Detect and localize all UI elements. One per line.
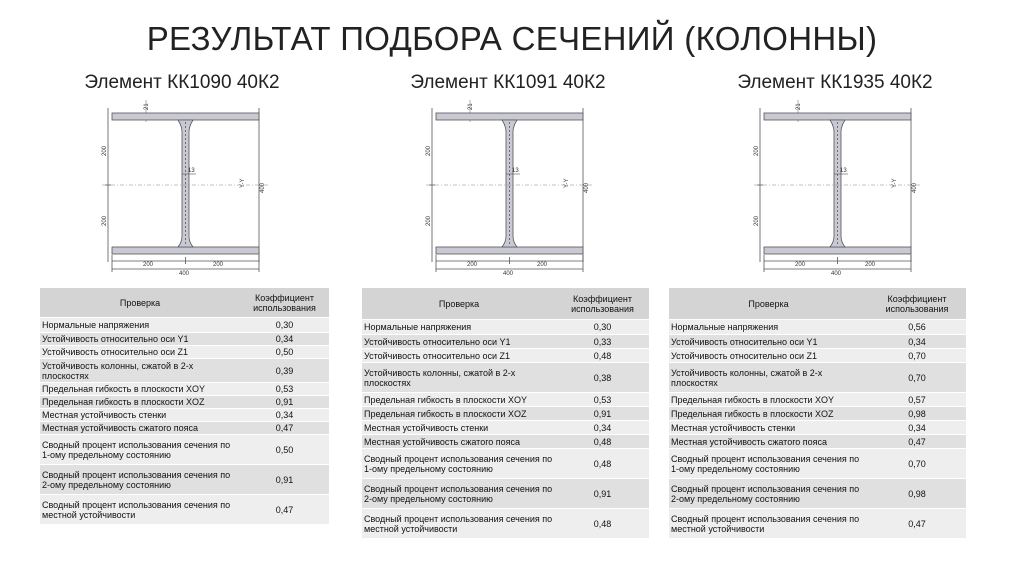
table-row xyxy=(362,335,649,349)
check-coefficient: 0,33 xyxy=(556,335,649,349)
check-coefficient: 0,39 xyxy=(240,359,329,383)
flange-thickness-label: 21 xyxy=(468,103,474,110)
table-row xyxy=(40,409,329,422)
check-name: Предельная гибкость в плоскости XOY xyxy=(669,393,868,407)
check-coefficient: 0,50 xyxy=(240,435,329,465)
check-coefficient: 0,48 xyxy=(556,349,649,363)
check-name: Устойчивость относительно оси Y1 xyxy=(40,333,240,346)
table-row xyxy=(40,359,329,383)
check-coefficient: 0,57 xyxy=(868,393,966,407)
table-row xyxy=(40,465,329,495)
table-row xyxy=(40,422,329,435)
element-2-check-table xyxy=(362,287,649,539)
table-header-row xyxy=(362,288,649,320)
check-name: Сводный процент использования сечения по местной устойчивости xyxy=(40,495,240,525)
check-name: Предельная гибкость в плоскости XOY xyxy=(362,393,556,407)
check-name: Местная устойчивость сжатого пояса xyxy=(40,422,240,435)
check-name: Предельная гибкость в плоскости XOZ xyxy=(362,407,556,421)
check-name: Устойчивость колонны, сжатой в 2-х плоскостях xyxy=(40,359,240,383)
check-name: Устойчивость относительно оси Z1 xyxy=(669,349,868,363)
check-name: Местная устойчивость стенки xyxy=(40,409,240,422)
total-height-label: 400 xyxy=(260,182,266,193)
table-row xyxy=(40,346,329,359)
table-header-row xyxy=(669,288,966,320)
check-coefficient: 0,50 xyxy=(240,346,329,359)
check-coefficient: 0,38 xyxy=(556,363,649,393)
page-title: РЕЗУЛЬТАТ ПОДБОРА СЕЧЕНИЙ (КОЛОННЫ) xyxy=(146,20,878,57)
check-coefficient: 0,70 xyxy=(868,449,966,479)
check-name: Местная устойчивость стенки xyxy=(669,421,868,435)
check-name: Устойчивость относительно оси Y1 xyxy=(362,335,556,349)
element-1-title: Элемент КК1090 40К2 xyxy=(84,72,280,93)
check-coefficient: 0,47 xyxy=(240,495,329,525)
element-1-section-drawing xyxy=(98,98,278,278)
check-coefficient: 0,34 xyxy=(868,421,966,435)
check-coefficient: 0,47 xyxy=(240,422,329,435)
table-row xyxy=(362,320,649,335)
table-row xyxy=(362,421,649,435)
table-row xyxy=(669,320,966,335)
coefficient-column-header: Коэффициент использования xyxy=(556,288,649,320)
check-name: Местная устойчивость сжатого пояса xyxy=(669,435,868,449)
left-half-width-label: 200 xyxy=(795,262,806,268)
table-row xyxy=(669,363,966,393)
total-height-label: 400 xyxy=(912,182,918,193)
table-row xyxy=(669,421,966,435)
check-coefficient: 0,47 xyxy=(868,509,966,539)
table-row xyxy=(40,333,329,346)
check-name: Сводный процент использования сечения по 2-ому предельному состоянию xyxy=(669,479,868,509)
right-half-width-label: 200 xyxy=(865,262,876,268)
check-coefficient: 0,91 xyxy=(556,407,649,421)
check-name: Устойчивость колонны, сжатой в 2-х плоскостях xyxy=(362,363,556,393)
check-name: Устойчивость относительно оси Z1 xyxy=(40,346,240,359)
table-row xyxy=(669,393,966,407)
lower-height-label: 200 xyxy=(102,215,108,226)
check-column-header: Проверка xyxy=(40,288,240,318)
table-row xyxy=(669,449,966,479)
web-thickness-label: 13 xyxy=(840,168,847,174)
check-coefficient: 0,47 xyxy=(868,435,966,449)
table-row xyxy=(669,479,966,509)
check-name: Сводный процент использования сечения по 1-ому предельному состоянию xyxy=(669,449,868,479)
right-half-width-label: 200 xyxy=(537,262,548,268)
check-coefficient: 0,91 xyxy=(240,396,329,409)
check-name: Устойчивость относительно оси Y1 xyxy=(669,335,868,349)
left-half-width-label: 200 xyxy=(143,262,154,268)
top-flange xyxy=(436,113,583,120)
total-height-label: 400 xyxy=(584,182,590,193)
table-row xyxy=(40,383,329,396)
web-thickness-label: 13 xyxy=(188,168,195,174)
check-coefficient: 0,56 xyxy=(868,320,966,335)
top-flange xyxy=(764,113,911,120)
table-row xyxy=(362,407,649,421)
check-name: Нормальные напряжения xyxy=(669,320,868,335)
check-coefficient: 0,48 xyxy=(556,509,649,539)
check-name: Сводный процент использования сечения по 1-ому предельному состоянию xyxy=(40,435,240,465)
check-column-header: Проверка xyxy=(669,288,868,320)
table-row xyxy=(362,349,649,363)
table-row xyxy=(669,335,966,349)
table-row xyxy=(40,396,329,409)
bottom-flange xyxy=(112,247,259,254)
check-column-header: Проверка xyxy=(362,288,556,320)
check-coefficient: 0,70 xyxy=(868,363,966,393)
check-coefficient: 0,91 xyxy=(556,479,649,509)
right-half-width-label: 200 xyxy=(213,262,224,268)
element-3-title: Элемент КК1935 40К2 xyxy=(737,72,933,93)
upper-height-label: 200 xyxy=(754,145,760,156)
table-row xyxy=(669,509,966,539)
table-row xyxy=(669,407,966,421)
web-thickness-label: 13 xyxy=(512,168,519,174)
check-coefficient: 0,34 xyxy=(240,333,329,346)
total-width-label: 400 xyxy=(503,271,514,277)
check-coefficient: 0,48 xyxy=(556,449,649,479)
check-coefficient: 0,53 xyxy=(556,393,649,407)
check-name: Предельная гибкость в плоскости XOY xyxy=(40,383,240,396)
check-coefficient: 0,30 xyxy=(240,318,329,333)
check-coefficient: 0,98 xyxy=(868,407,966,421)
coefficient-column-header: Коэффициент использования xyxy=(240,288,329,318)
table-row xyxy=(669,349,966,363)
left-half-width-label: 200 xyxy=(467,262,478,268)
table-row xyxy=(362,449,649,479)
total-width-label: 400 xyxy=(179,271,190,277)
check-coefficient: 0,34 xyxy=(868,335,966,349)
table-row xyxy=(362,509,649,539)
check-name: Сводный процент использования сечения по 1-ому предельному состоянию xyxy=(362,449,556,479)
table-row xyxy=(362,393,649,407)
table-row xyxy=(362,363,649,393)
total-width-label: 400 xyxy=(831,271,842,277)
lower-height-label: 200 xyxy=(754,215,760,226)
upper-height-label: 200 xyxy=(102,145,108,156)
check-coefficient: 0,98 xyxy=(868,479,966,509)
check-coefficient: 0,91 xyxy=(240,465,329,495)
check-name: Сводный процент использования сечения по 2-ому предельному состоянию xyxy=(40,465,240,495)
flange-thickness-label: 21 xyxy=(796,103,802,110)
check-coefficient: 0,34 xyxy=(240,409,329,422)
bottom-flange xyxy=(436,247,583,254)
axis-label: Y-Y xyxy=(892,178,898,188)
check-name: Устойчивость колонны, сжатой в 2-х плоскостях xyxy=(669,363,868,393)
top-flange xyxy=(112,113,259,120)
element-3-section-drawing xyxy=(750,98,930,278)
check-name: Нормальные напряжения xyxy=(362,320,556,335)
table-row xyxy=(40,318,329,333)
element-1-check-table xyxy=(40,287,329,525)
check-coefficient: 0,34 xyxy=(556,421,649,435)
flange-thickness-label: 21 xyxy=(144,103,150,110)
element-2-section-drawing xyxy=(422,98,602,278)
check-coefficient: 0,48 xyxy=(556,435,649,449)
check-name: Предельная гибкость в плоскости XOZ xyxy=(40,396,240,409)
axis-label: Y-Y xyxy=(240,178,246,188)
element-2-title: Элемент КК1091 40К2 xyxy=(410,72,606,93)
check-coefficient: 0,70 xyxy=(868,349,966,363)
table-row xyxy=(40,495,329,525)
bottom-flange xyxy=(764,247,911,254)
check-name: Сводный процент использования сечения по 2-ому предельному состоянию xyxy=(362,479,556,509)
axis-label: Y-Y xyxy=(564,178,570,188)
table-row xyxy=(40,435,329,465)
check-name: Устойчивость относительно оси Z1 xyxy=(362,349,556,363)
table-row xyxy=(362,435,649,449)
check-name: Сводный процент использования сечения по местной устойчивости xyxy=(362,509,556,539)
table-row xyxy=(669,435,966,449)
lower-height-label: 200 xyxy=(426,215,432,226)
check-coefficient: 0,53 xyxy=(240,383,329,396)
check-coefficient: 0,30 xyxy=(556,320,649,335)
check-name: Местная устойчивость сжатого пояса xyxy=(362,435,556,449)
table-header-row xyxy=(40,288,329,318)
check-name: Предельная гибкость в плоскости XOZ xyxy=(669,407,868,421)
upper-height-label: 200 xyxy=(426,145,432,156)
check-name: Нормальные напряжения xyxy=(40,318,240,333)
check-name: Местная устойчивость стенки xyxy=(362,421,556,435)
table-row xyxy=(362,479,649,509)
check-name: Сводный процент использования сечения по местной устойчивости xyxy=(669,509,868,539)
coefficient-column-header: Коэффициент использования xyxy=(868,288,966,320)
element-3-check-table xyxy=(669,287,966,539)
